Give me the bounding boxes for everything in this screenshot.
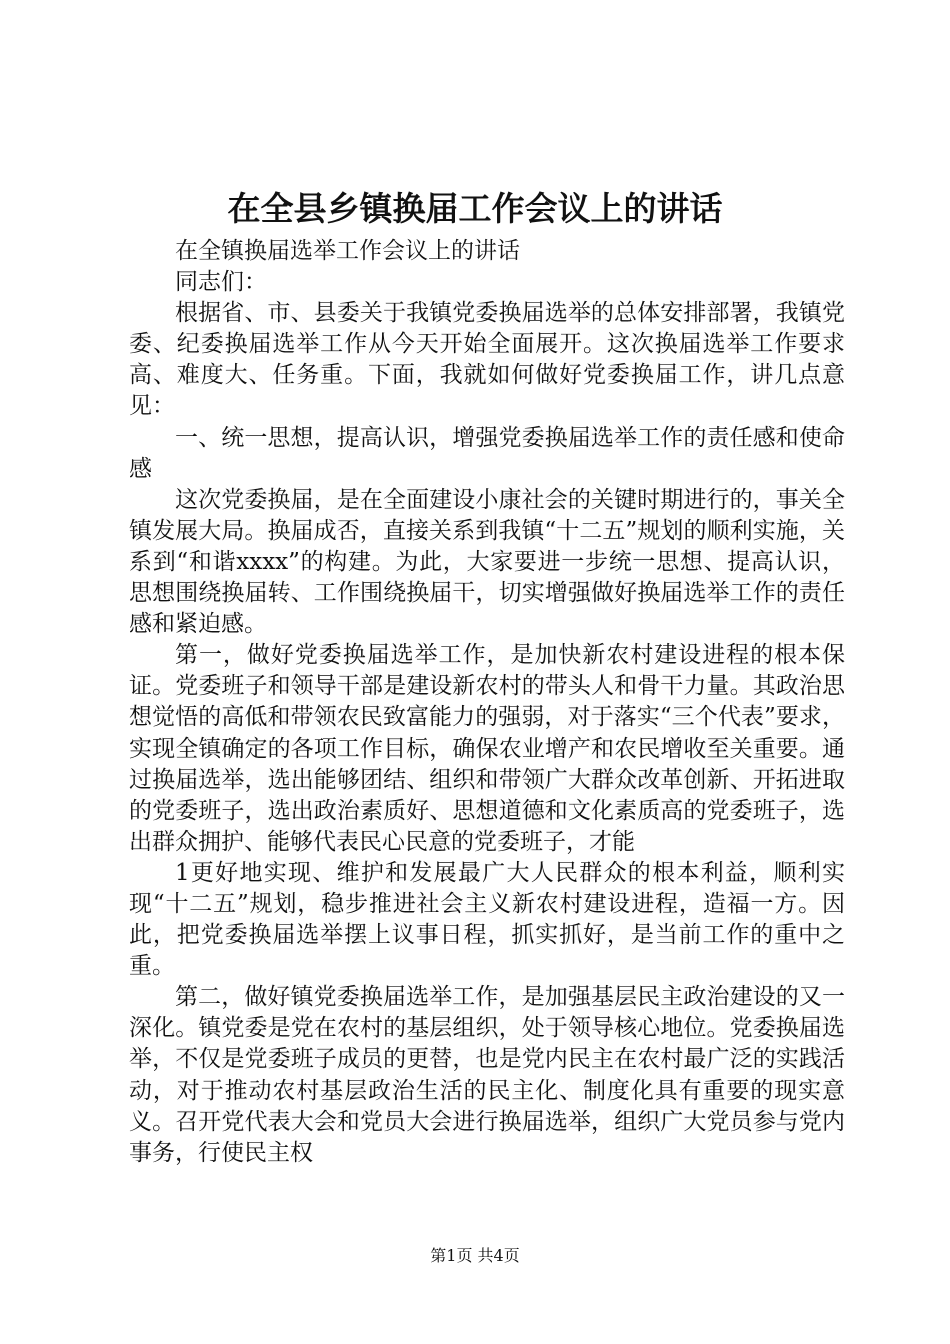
paragraph-subtitle: 在全镇换届选举工作会议上的讲话: [175, 238, 520, 264]
paragraph-heading: 一、统一思想，提高认识，增强党委换届选举工作的责任感和使命感: [129, 424, 845, 482]
page-footer: 第1页 共4页: [430, 1246, 520, 1265]
paragraph: 第一，做好党委换届选举工作，是加快新农村建设进程的根本保证。党委班子和领导干部是建设新农村的带头人和骨干力量。其政治思想觉悟的高低和带领农民致富能力的强弱，对于落实“三个代表”要求，实现全镇确定的各项工作目标，确保农业增产和农民增收至关重要。通过换届选举，选出能够团结、组织和带领广大群众改革创新、开拓进取的党委班子，选出政治素质好、思想道德和文化素质高的党委班子，选出群众拥护、能够代表民心民意的党委班子，才能: [129, 642, 845, 855]
paragraph: 这次党委换届，是在全面建设小康社会的关键时期进行的，事关全镇发展大局。换届成否，直接关系到我镇“十二五”规划的顺利实施，关系到“和谐xxxx”的构建。为此，大家要进一步统一思想、提高认识，思想围绕换届转、工作围绕换届干，切实增强做好换届选举工作的责任感和紧迫感。: [129, 486, 845, 638]
document-title: 在全县乡镇换届工作会议上的讲话: [227, 189, 723, 228]
paragraph: 根据省、市、县委关于我镇党委换届选举的总体安排部署，我镇党委、纪委换届选举工作从今天开始全面展开。这次换届选举工作要求高、难度大、任务重。下面，我就如何做好党委换届工作，讲几点意见：: [129, 300, 845, 420]
paragraph-salutation: 同志们：: [175, 269, 267, 296]
paragraph: 第二，做好镇党委换届选举工作，是加强基层民主政治建设的又一深化。镇党委是党在农村的基层组织，处于领导核心地位。党委换届选举，不仅是党委班子成员的更替，也是党内民主在农村最广泛的实践活动，对于推动农村基层政治生活的民主化、制度化具有重要的现实意义。召开党代表大会和党员大会进行换届选举，组织广大党员参与党内事务，行使民主权: [129, 984, 845, 1166]
paragraph: 1更好地实现、维护和发展最广大人民群众的根本利益，顺利实现“十二五”规划，稳步推进社会主义新农村建设进程，造福一方。因此，把党委换届选举摆上议事日程，抓实抓好，是当前工作的重中之重。: [129, 859, 845, 980]
document-body: [129, 236, 845, 1169]
